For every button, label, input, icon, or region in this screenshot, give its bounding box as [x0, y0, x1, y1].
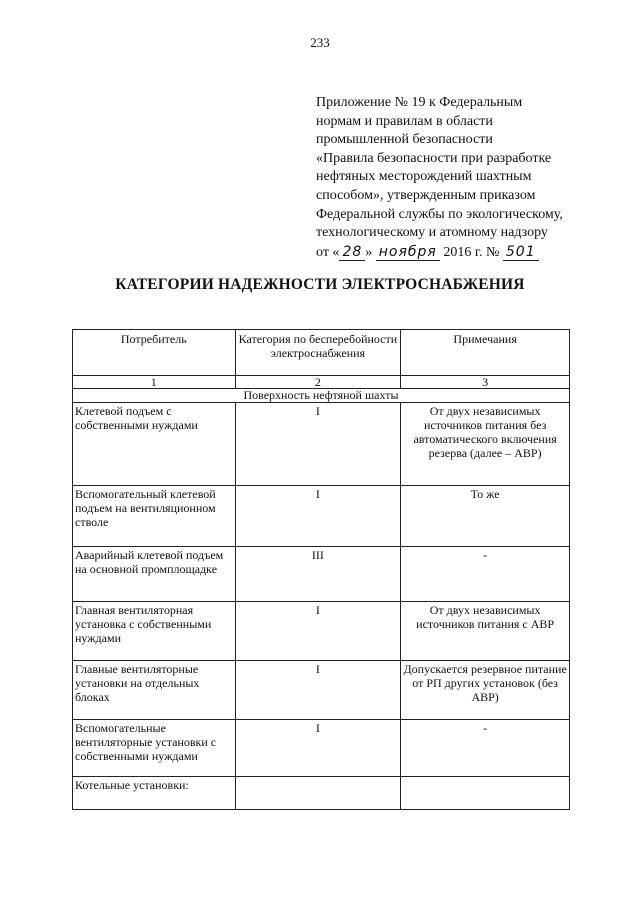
- table-row: [73, 661, 570, 720]
- column-number: 2: [235, 376, 401, 389]
- table-row: [73, 602, 570, 661]
- cell-consumer: Вспомогательный клетевой подъем на вентиляционном стволе: [73, 486, 236, 547]
- appendix-block: [316, 94, 616, 262]
- appendix-line: технологическому и атомному надзору: [316, 225, 548, 241]
- cell-consumer: Аварийный клетевой подъем на основной промплощадке: [73, 547, 236, 602]
- handwritten-month: ноября: [376, 244, 440, 261]
- appendix-line: нормам и правилам в области: [316, 113, 493, 129]
- document-title: КАТЕГОРИИ НАДЕЖНОСТИ ЭЛЕКТРОСНАБЖЕНИЯ: [115, 276, 525, 293]
- cell-category: [235, 777, 401, 810]
- appendix-line: Приложение № 19 к Федеральным: [316, 95, 523, 110]
- cell-consumer: Вспомогательные вентиляторные установки с собственными нуждами: [73, 720, 236, 777]
- cell-consumer: Клетевой подъем с собственными нуждами: [73, 403, 236, 486]
- appendix-line: Федеральной службы по экологическому,: [316, 206, 563, 222]
- cell-note: От двух независимых источников питания без автоматического включения резерва (далее – АВР): [401, 403, 570, 486]
- page-number: 233: [310, 35, 330, 50]
- handwritten-order-number: 501: [503, 244, 539, 261]
- appendix-line: «Правила безопасности при разработке: [316, 150, 552, 166]
- cell-category: I: [235, 720, 401, 777]
- appendix-line: промышленной безопасности: [316, 132, 493, 148]
- cell-consumer: Котельные установки:: [73, 777, 236, 810]
- header-category: Категория по бесперебойности электроснабжения: [235, 330, 401, 376]
- header-consumer: Потребитель: [73, 330, 236, 376]
- cell-category: I: [235, 602, 401, 661]
- reliability-table: [72, 329, 570, 810]
- cell-category: III: [235, 547, 401, 602]
- table-header-row: [73, 330, 570, 376]
- cell-consumer: Главные вентиляторные установки на отдельных блоках: [73, 661, 236, 720]
- section-row: [73, 389, 570, 403]
- column-number: 1: [73, 376, 236, 389]
- cell-consumer: Главная вентиляторная установка с собственными нуждами: [73, 602, 236, 661]
- table-row: [73, 403, 570, 486]
- cell-note: -: [401, 547, 570, 602]
- cell-category: I: [235, 403, 401, 486]
- date-year: 2016 г. №: [443, 244, 500, 260]
- cell-note: -: [401, 720, 570, 777]
- table-row: [73, 777, 570, 810]
- column-number-row: [73, 376, 570, 389]
- appendix-line: нефтяных месторождений шахтным: [316, 169, 532, 185]
- cell-note: От двух независимых источников питания с АВР: [401, 602, 570, 661]
- cell-category: I: [235, 486, 401, 547]
- cell-note: Допускается резервное питание от РП других установок (без АВР): [401, 661, 570, 720]
- cell-note: То же: [401, 486, 570, 547]
- date-mid: »: [365, 244, 373, 260]
- header-notes: Примечания: [401, 330, 570, 376]
- handwritten-day: 28: [339, 244, 365, 261]
- table-row: [73, 486, 570, 547]
- cell-category: I: [235, 661, 401, 720]
- table-row: [73, 720, 570, 777]
- appendix-date-line: [316, 243, 616, 263]
- section-title: Поверхность нефтяной шахты: [73, 389, 570, 403]
- table-row: [73, 547, 570, 602]
- date-prefix: от «: [316, 244, 340, 260]
- column-number: 3: [401, 376, 570, 389]
- appendix-line: способом», утвержденным приказом: [316, 187, 536, 203]
- cell-note: [401, 777, 570, 810]
